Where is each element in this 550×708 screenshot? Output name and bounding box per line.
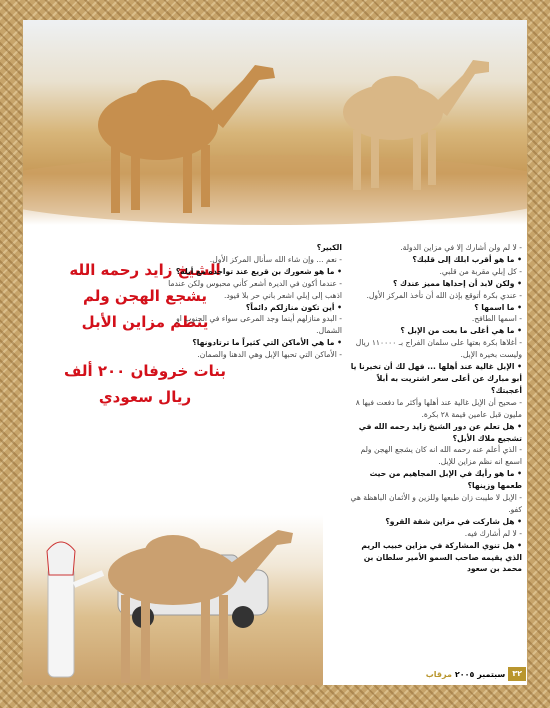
interview-answer: - كل إبلي مقربة من قلبي. [439, 266, 522, 276]
interview-question: • ما هو رأيك في الإبل المجاهيم من حيث طعمها وزينها؟ [369, 469, 522, 491]
interview-question: • ما اسمها ؟ [474, 302, 522, 312]
text-column-left [156, 242, 342, 361]
interview-answer: - لا لم أشارك فيه. [464, 528, 522, 538]
man-in-thobe [47, 542, 103, 677]
text-column-right [350, 242, 522, 575]
headline-line: يشجع الهجن ولم [82, 287, 208, 305]
headline-line: ينظم مزاين الأبل [81, 313, 209, 331]
interview-question: • ما هو شعورك بن قريع عند تواجده مع أبله؟ [175, 266, 342, 276]
interview-question: • ما هو أقرب ابلك إلى قلبك؟ [412, 254, 522, 264]
interview-question: • هل تعلم عن دور الشيخ زايد رحمه الله في تشجيع ملاك الأبل؟ [358, 421, 522, 443]
headline-price [25, 358, 265, 410]
interview-answer: - الذي أعلم عنه رحمه الله انه كان يشجع الهجن ولم اسمع انه نظم مزاين للإبل. [360, 445, 522, 467]
camel-man-illustration [23, 515, 323, 685]
interview-answer: - اسمها الطافح. [471, 314, 522, 324]
headline-line: ريال سعودي [98, 388, 192, 406]
interview-question: • ما هي أغلى ما بعت من الإبل ؟ [400, 326, 522, 336]
page-content [23, 20, 527, 685]
bottom-camel-photo [23, 515, 323, 685]
interview-question: • ولكن لابد أن إحداها مميز عندك ؟ [393, 278, 522, 288]
interview-answer: - عندما أكون في الديرة أشعر كأني محبوس ولكن عندما اذهب إلى إبلي اشعر باني حر بلا قيود. [168, 278, 342, 300]
issue-date: سبتمبر ٢٠٠٥ [454, 669, 506, 679]
interview-answer: - نعم ... وإن شاء الله سأنال المركز الأول. [209, 254, 342, 264]
interview-answer: - عندي بكرة أتوقع بإذن الله أن تأخذ المركز الأول. [366, 290, 522, 300]
interview-question: • ما هي الأماكن التي كثيراً ما ترتادونها؟ [192, 338, 342, 348]
magazine-name: مرقاب [425, 669, 452, 679]
interview-question: • هل تنوي المشاركة في مزاين خبيب الريم الذي يقيمه صاحب السمو الأمير سلطان بن محمد بن سعود [361, 540, 522, 574]
interview-question: • هل شاركت في مزاين شقة القرو؟ [385, 516, 522, 526]
top-camels-photo [23, 20, 527, 225]
interview-answer: - البدو منازلهم أينما وجد المرعى سواء في الجنوب او الشمال. [176, 314, 342, 336]
headline-line: بنات خروفان ٢٠٠ ألف [64, 362, 226, 380]
interview-question: • أين تكون منازلكم دائماً؟ [245, 302, 342, 312]
interview-answer: - صحيح أن الإبل غالية عند أهلها وأكثر ما دفعت فيها ٨ مليون قبل عامين قيمة ٢٨ بكرة. [355, 397, 522, 419]
page-number: ٣٢ [508, 667, 526, 681]
camel-illustration-top [23, 20, 527, 225]
page-footer [416, 666, 526, 682]
interview-answer: - الإبل لا طيبت زان طبعها وللزين و الأثمان الباهظة هي كفو. [350, 493, 522, 514]
interview-answer: - لا لم ولن أشارك إلا في مزاين الدولة. [400, 243, 522, 252]
interview-answer: - الأماكن التي تحبها الإبل وهي الدهنا والصمان. [197, 350, 342, 360]
headline-line: الشيخ زايد رحمه الله [69, 261, 221, 279]
interview-answer: - أغلاها بكرة بعتها على سلمان الفراج بـ ١١٠٠٠٠ ريال وليست بخيرة الإبل. [355, 338, 522, 360]
interview-question: الكبير؟ [316, 243, 342, 252]
interview-question: • الإبل غالية عند أهلها ... فهل لك أن تخبرنا يا أبو مبارك عن أعلى سعر اشتريت به أبلاً أعجبتك؟ [350, 362, 522, 395]
